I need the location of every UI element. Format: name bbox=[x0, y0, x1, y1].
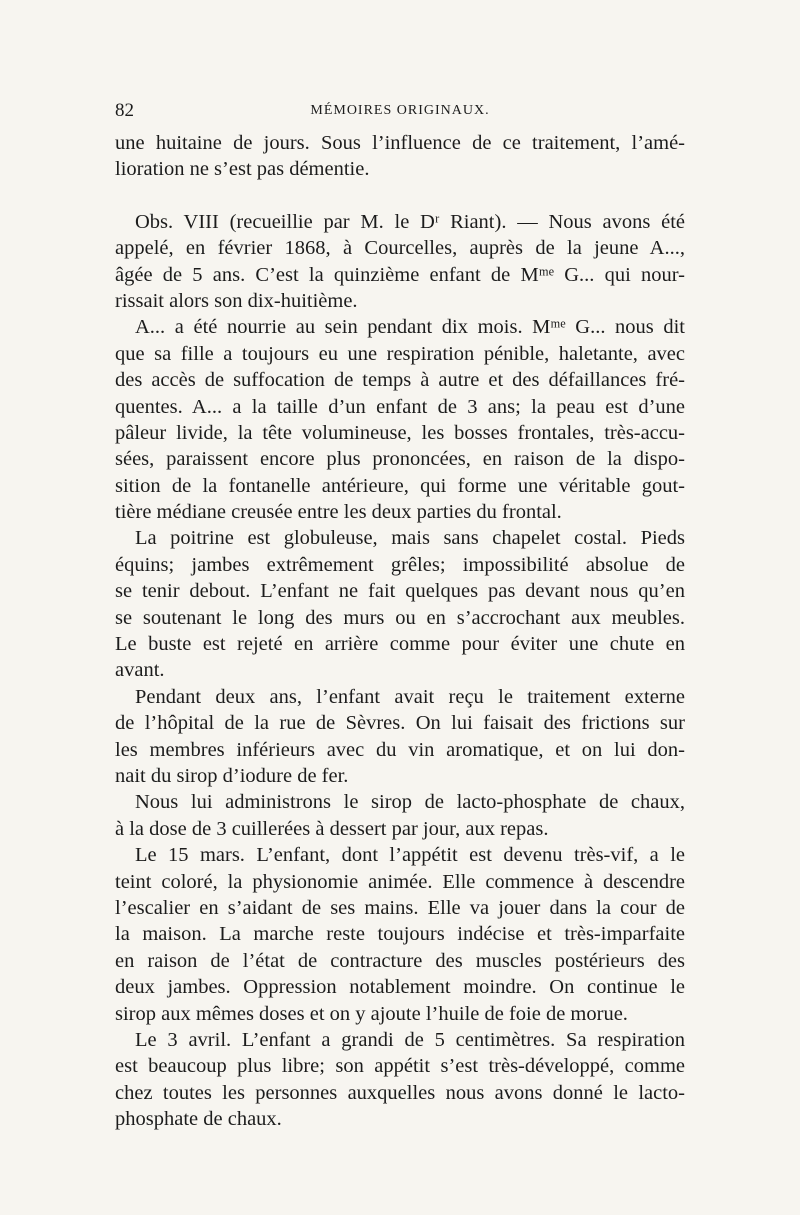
text-line: deux jambes. Oppression notablement moindre. On continue le bbox=[115, 976, 685, 999]
text-line: est beaucoup plus libre; son appétit s’est très-développé, comme bbox=[115, 1055, 685, 1078]
text-line: sées, paraissent encore plus prononcées, en raison de la dispo- bbox=[115, 448, 685, 471]
running-title: MÉMOIRES ORIGINAUX. bbox=[310, 103, 490, 118]
text-line: Le 3 avril. L’enfant a grandi de 5 centimètres. Sa respiration bbox=[135, 1028, 685, 1051]
text-line: chez toutes les personnes auxquelles nous avons donné le lacto- bbox=[115, 1081, 685, 1104]
text-line: les membres inférieurs avec du vin aromatique, et on lui don- bbox=[115, 738, 685, 761]
text-line: en raison de l’état de contracture des muscles postérieurs des bbox=[115, 949, 685, 972]
text-line: A... a été nourrie au sein pendant dix mois. Mᵐᵉ G... nous dit bbox=[135, 316, 685, 339]
page-number: 82 bbox=[115, 100, 134, 121]
text-line: la maison. La marche reste toujours indécise et très-imparfaite bbox=[115, 923, 685, 946]
text-line: lioration ne s’est pas démentie. bbox=[115, 158, 370, 181]
text-line: sirop aux mêmes doses et on y ajoute l’huile de foie de morue. bbox=[115, 1002, 628, 1025]
text-line: à la dose de 3 cuillerées à dessert par jour, aux repas. bbox=[115, 817, 549, 840]
text-line: nait du sirop d’iodure de fer. bbox=[115, 764, 349, 787]
text-line: appelé, en février 1868, à Courcelles, auprès de la jeune A..., bbox=[115, 237, 685, 260]
text-line: Nous lui administrons le sirop de lacto-phosphate de chaux, bbox=[135, 791, 685, 814]
text-line: l’escalier en s’aidant de ses mains. Elle va jouer dans la cour de bbox=[115, 896, 685, 919]
text-line: que sa fille a toujours eu une respiration pénible, haletante, avec bbox=[115, 342, 685, 365]
text-line: teint coloré, la physionomie animée. Elle commence à descendre bbox=[115, 870, 685, 893]
text-line: âgée de 5 ans. C’est la quinzième enfant de Mᵐᵉ G... qui nour- bbox=[115, 263, 685, 286]
text-line: phosphate de chaux. bbox=[115, 1108, 282, 1131]
text-line: des accès de suffocation de temps à autre et des défaillances fré- bbox=[115, 369, 685, 392]
text-line: se soutenant le long des murs ou en s’accrochant aux meubles. bbox=[115, 606, 685, 629]
text-line: Le buste est rejeté en arrière comme pour éviter une chute en bbox=[115, 633, 685, 656]
text-line: tière médiane creusée entre les deux parties du frontal. bbox=[115, 501, 562, 524]
paragraph-gap bbox=[115, 183, 685, 209]
text-line: se tenir debout. L’enfant ne fait quelques pas devant nous qu’en bbox=[115, 580, 685, 603]
text-line: rissait alors son dix-huitième. bbox=[115, 289, 358, 312]
text-line: sition de la fontanelle antérieure, qui forme une véritable gout- bbox=[115, 474, 685, 497]
text-line: La poitrine est globuleuse, mais sans chapelet costal. Pieds bbox=[135, 527, 685, 550]
text-line: équins; jambes extrêmement grêles; impossibilité absolue de bbox=[115, 553, 685, 576]
text-line: de l’hôpital de la rue de Sèvres. On lui faisait des frictions sur bbox=[115, 712, 685, 735]
text-body bbox=[115, 130, 685, 1132]
text-line: quentes. A... a la taille d’un enfant de 3 ans; la peau est d’une bbox=[115, 395, 685, 418]
text-line: Le 15 mars. L’enfant, dont l’appétit est devenu très-vif, a le bbox=[135, 844, 685, 867]
text-line: Pendant deux ans, l’enfant avait reçu le traitement externe bbox=[135, 685, 685, 708]
text-line: une huitaine de jours. Sous l’influence de ce traitement, l’amé- bbox=[115, 132, 685, 154]
running-header bbox=[115, 100, 685, 124]
text-line: Obs. VIII (recueillie par M. le Dʳ Riant). — Nous avons été bbox=[135, 210, 685, 233]
text-line: pâleur livide, la tête volumineuse, les bosses frontales, très-accu- bbox=[115, 421, 685, 444]
text-line: avant. bbox=[115, 659, 165, 682]
